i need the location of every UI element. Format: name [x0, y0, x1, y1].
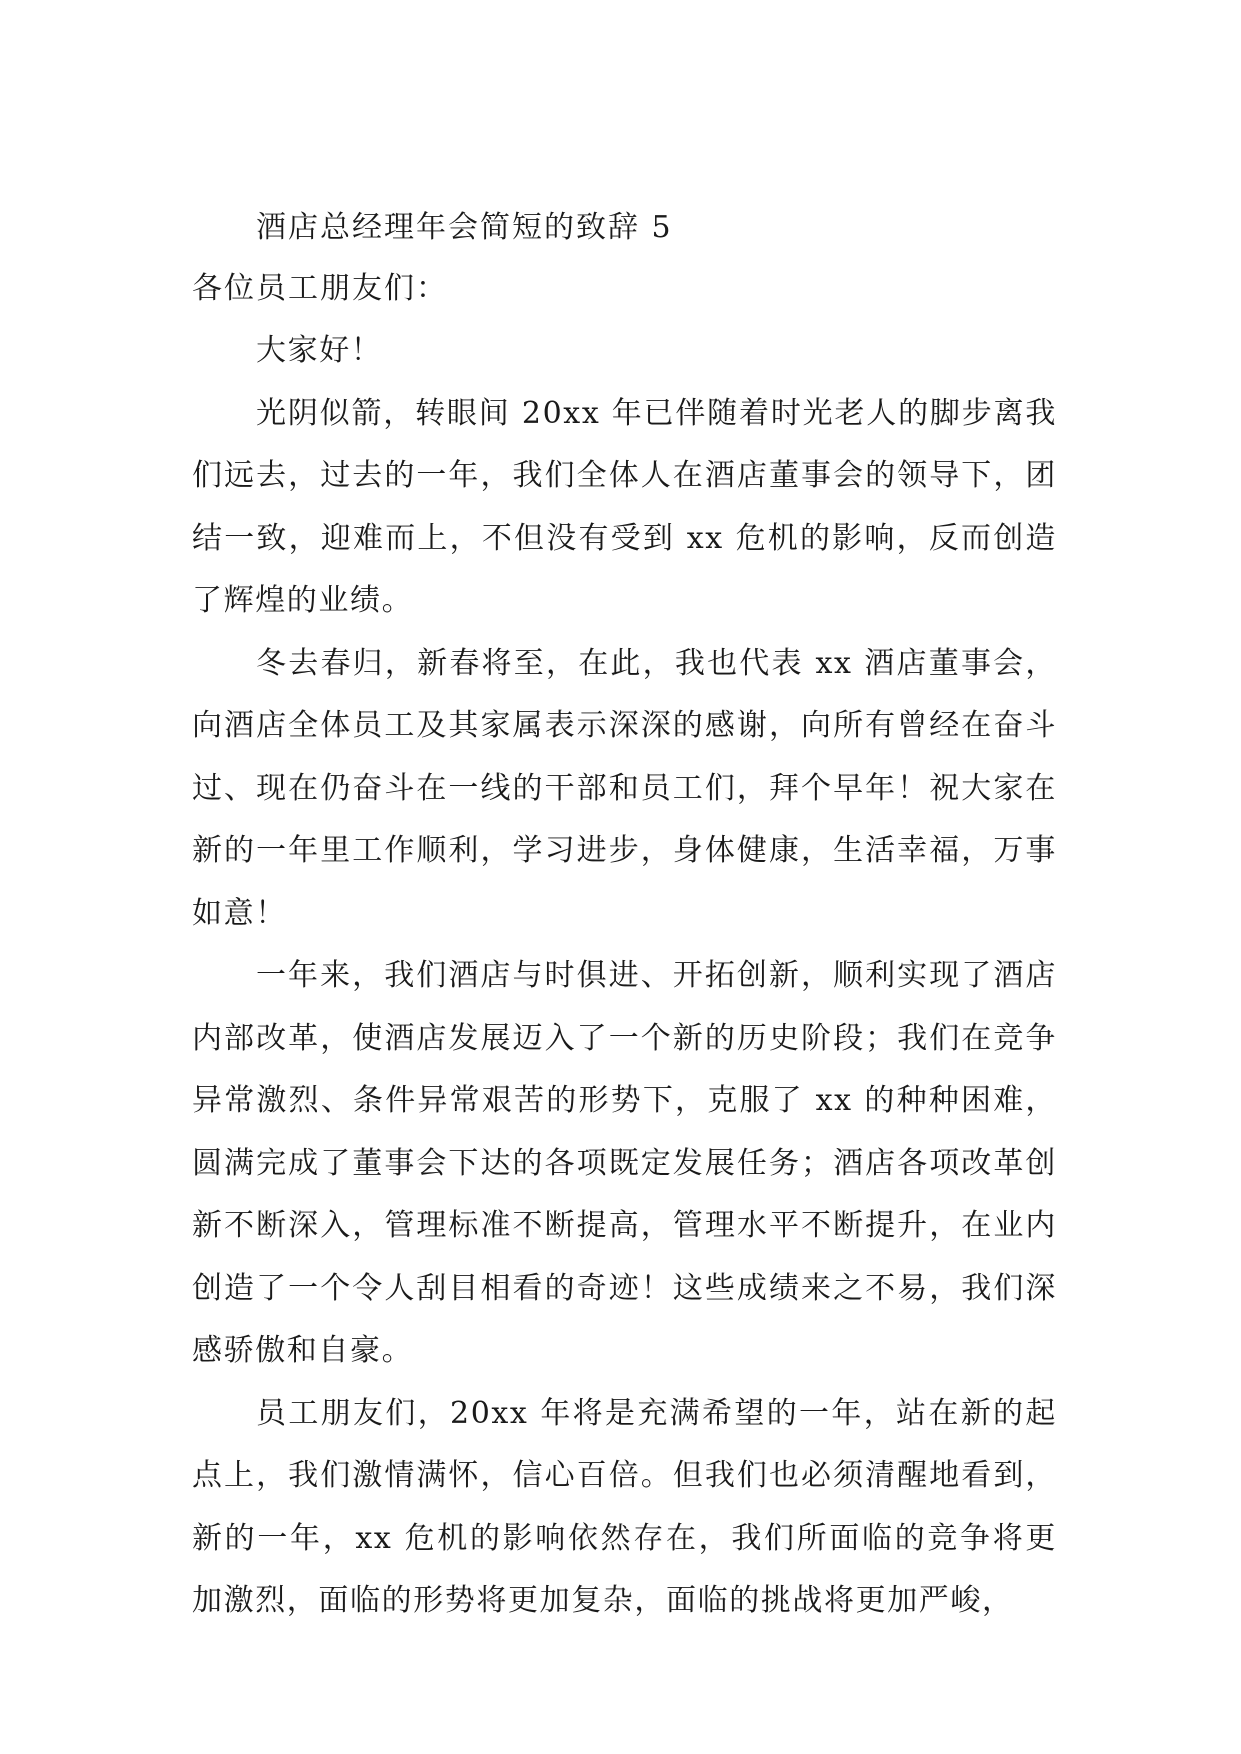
document-body [192, 198, 1057, 1633]
body-paragraph: 光阴似箭，转眼间 20xx 年已伴随着时光老人的脚步离我们远去，过去的一年，我们全体人在酒店董事会的领导下，团结一致，迎难而上，不但没有受到 xx 危机的影响，反而创造了辉煌的业绩。 [192, 395, 1057, 618]
document-title: 酒店总经理年会简短的致辞 5 [256, 210, 673, 245]
body-paragraph: 冬去春归，新春将至，在此，我也代表 xx 酒店董事会，向酒店全体员工及其家属表示深深的感谢，向所有曾经在奋斗过、现在仍奋斗在一线的干部和员工们，拜个早年！祝大家在新的一年里工作顺利，学习进步，身体健康，生活幸福，万事如意！ [192, 645, 1057, 931]
greeting-paragraph: 大家好！ [256, 333, 383, 368]
body-paragraph: 员工朋友们，20xx 年将是充满希望的一年，站在新的起点上，我们激情满怀，信心百倍。但我们也必须清醒地看到，新的一年，xx 危机的影响依然存在，我们所面临的竞争将更加激烈，面临的形势将更加复杂，面临的挑战将更加严峻， [192, 1395, 1057, 1618]
body-paragraph: 一年来，我们酒店与时俱进、开拓创新，顺利实现了酒店内部改革，使酒店发展迈入了一个新的历史阶段；我们在竞争异常激烈、条件异常艰苦的形势下，克服了 xx 的种种困难，圆满完成了董事会下达的各项既定发展任务；酒店各项改革创新不断深入，管理标准不断提高，管理水平不断提升，在业内创造了一个令人刮目相看的奇迹！这些成绩来之不易，我们深感骄傲和自豪。 [192, 958, 1057, 1368]
salutation: 各位员工朋友们： [192, 271, 448, 306]
